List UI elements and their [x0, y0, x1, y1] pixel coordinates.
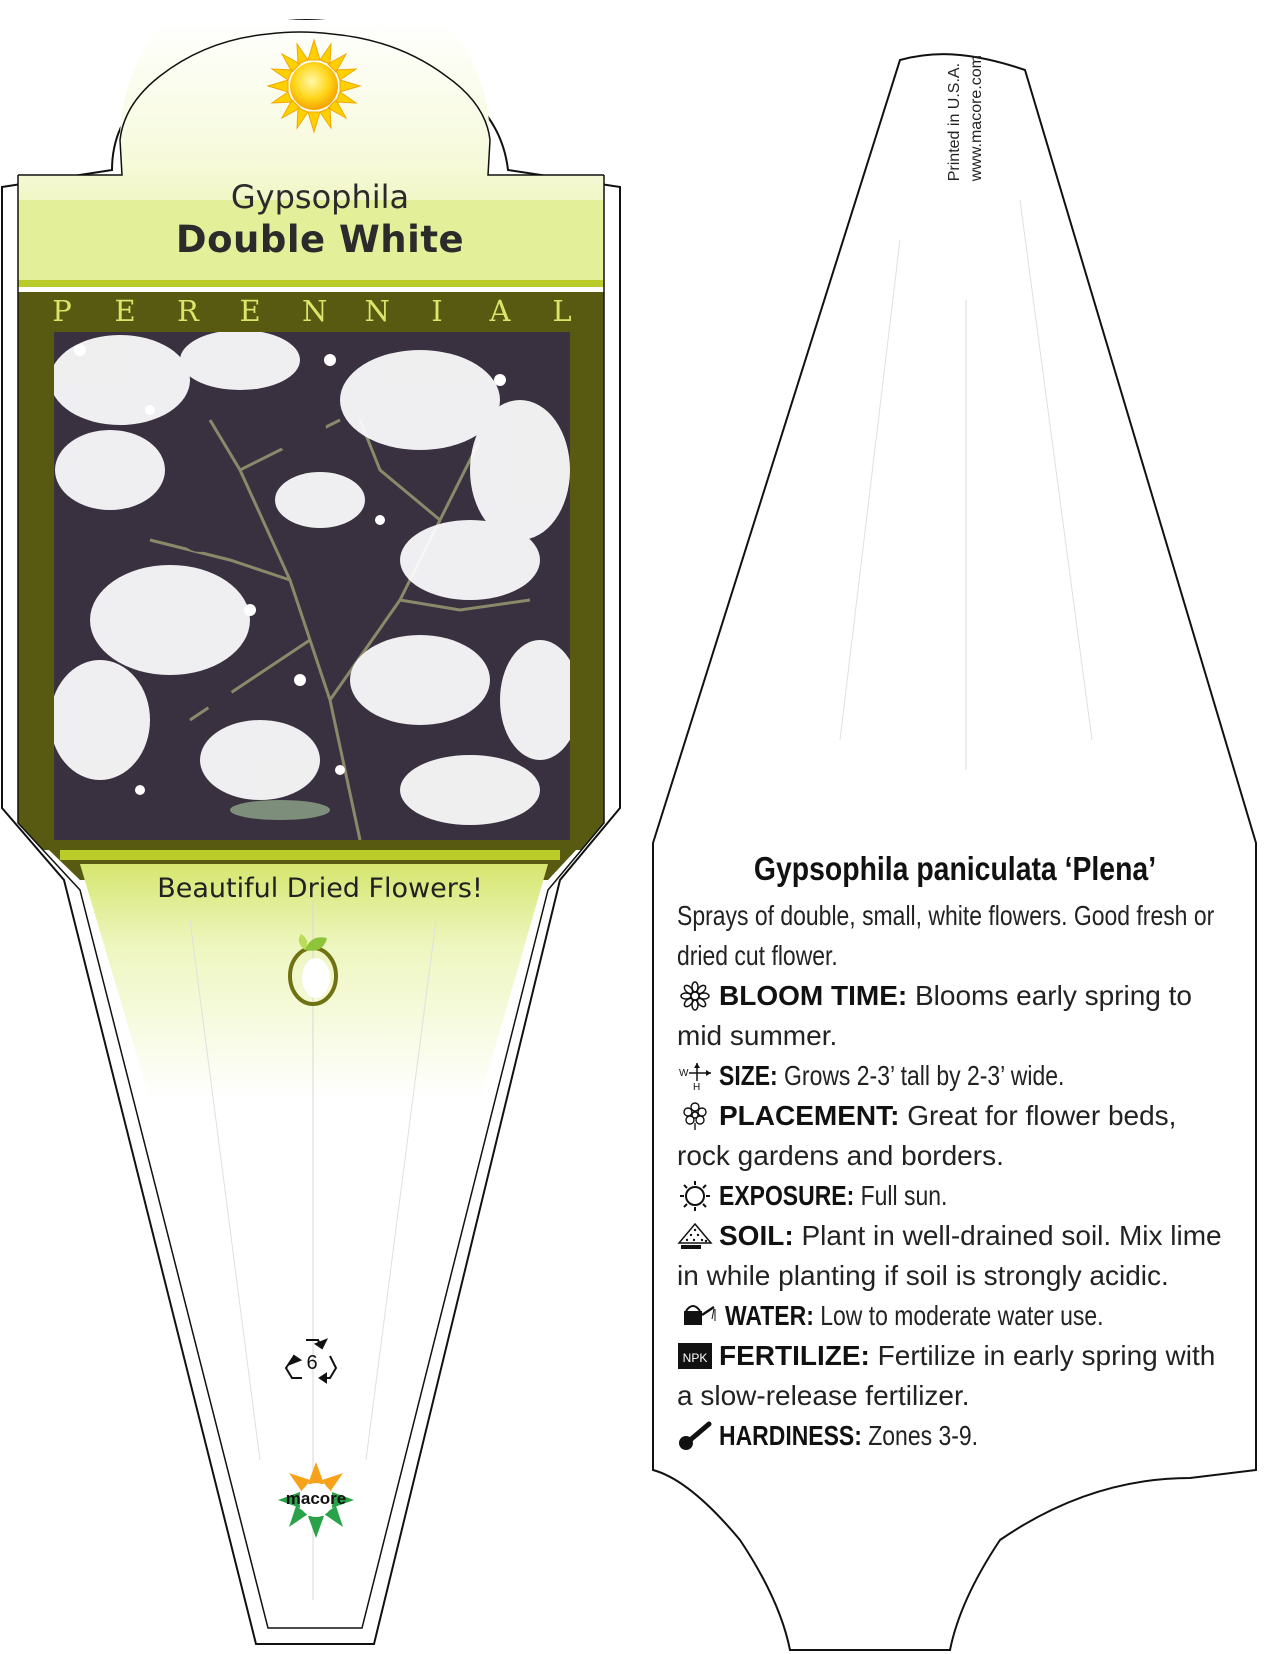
front-title-variety: Double White	[175, 218, 465, 261]
printed-info	[944, 55, 988, 181]
category-letter: P	[52, 294, 72, 328]
care-exposure	[677, 1176, 1237, 1216]
care-label: FERTILIZE:	[719, 1340, 870, 1371]
printed-country: Printed in U.S.A.	[946, 62, 963, 182]
care-text: Grows 2-3’ tall by 2-3’ wide.	[784, 1060, 1065, 1091]
sun-outline-icon	[677, 1181, 713, 1211]
category-letter: E	[114, 294, 136, 328]
care-soil	[677, 1216, 1237, 1296]
care-text: Fertilize in early spring with a slow-release fertilizer.	[677, 1340, 1216, 1411]
description-text: Sprays of double, small, white flowers. Good fresh or dried cut flower.	[677, 900, 1215, 971]
care-label: EXPOSURE:	[719, 1180, 855, 1211]
care-text: Low to moderate water use.	[820, 1300, 1104, 1331]
care-text: Full sun.	[860, 1180, 948, 1211]
size-h: H	[693, 1082, 701, 1091]
category-letter: N	[302, 294, 328, 328]
npk-icon	[677, 1341, 713, 1371]
flower-photo	[50, 330, 580, 840]
care-label: PLACEMENT:	[719, 1100, 900, 1131]
category-label	[52, 294, 572, 328]
watering-can-icon	[677, 1301, 719, 1331]
front-title-genus: Gypsophila	[230, 178, 410, 216]
care-bloom-time	[677, 976, 1237, 1056]
recycle-number: 6	[306, 1352, 318, 1374]
flower-icon	[677, 981, 713, 1011]
category-letter: A	[489, 294, 511, 328]
care-fertilize	[677, 1336, 1237, 1416]
thermometer-icon	[677, 1421, 713, 1451]
printed-website: www.macore.com	[968, 55, 985, 182]
care-water	[677, 1296, 1237, 1336]
category-letter: L	[552, 294, 572, 328]
category-letter: R	[177, 294, 199, 328]
care-label: HARDINESS:	[719, 1420, 862, 1451]
care-hardiness	[677, 1416, 1237, 1456]
care-text: Great for flower beds, rock gardens and borders.	[677, 1100, 1177, 1171]
category-letter: I	[431, 294, 443, 328]
description	[677, 896, 1237, 976]
care-label: SOIL:	[719, 1220, 794, 1251]
front-tag	[0, 20, 640, 1644]
soil-icon	[677, 1221, 713, 1251]
category-letter: E	[239, 294, 261, 328]
placement-icon	[677, 1101, 713, 1131]
care-label: SIZE:	[719, 1060, 778, 1091]
size-icon	[677, 1061, 713, 1091]
care-text: Zones 3-9.	[868, 1420, 979, 1451]
botanical-name: Gypsophila paniculata ‘Plena’	[753, 850, 1157, 887]
category-letter: N	[364, 294, 390, 328]
brand-name: macore	[285, 1489, 347, 1508]
npk-label: NPK	[682, 1351, 708, 1365]
care-text: Blooms early spring to mid summer.	[677, 980, 1192, 1051]
care-label: BLOOM TIME:	[719, 980, 908, 1011]
tagline: Beautiful Dried Flowers!	[157, 873, 483, 904]
care-label: WATER:	[725, 1300, 814, 1331]
care-size	[677, 1056, 1237, 1096]
size-w: W	[679, 1068, 689, 1079]
care-placement	[677, 1096, 1237, 1176]
care-text: Plant in well-drained soil. Mix lime in while planting if soil is strongly acidic.	[677, 1220, 1222, 1291]
sun-icon	[268, 40, 360, 132]
